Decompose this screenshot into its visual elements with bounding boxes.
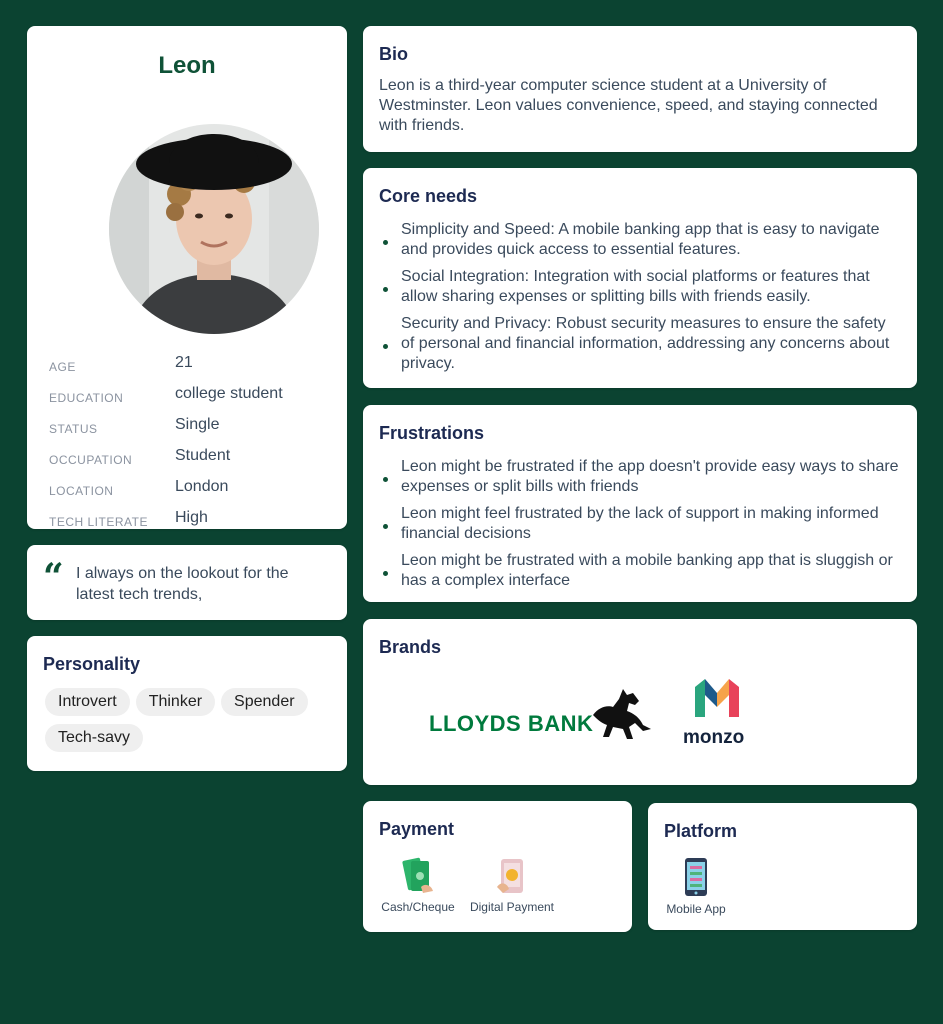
bio-title: Bio xyxy=(379,44,408,64)
bio-text: Leon is a third-year computer science student at a University of Westminster. Leon values convenience, speed, and staying connected with friends. xyxy=(379,77,878,134)
personality-tags xyxy=(45,688,340,760)
attr-row-tech-literate xyxy=(49,509,337,533)
list-item: Social Integration: Integration with social platforms or features that allow sharing expenses or splitting bills with friends easily. xyxy=(379,267,899,307)
cash-icon xyxy=(401,857,435,895)
lloyds-bank-wordmark: LLOYDS BANK xyxy=(429,711,594,736)
attr-value: High xyxy=(175,509,208,526)
persona-name: Leon xyxy=(158,52,216,79)
attr-label: TECH LITERATE xyxy=(49,515,148,529)
attr-row-age xyxy=(49,354,337,378)
monzo-m-logo-icon xyxy=(693,677,741,721)
frustrations-title: Frustrations xyxy=(379,423,485,443)
attr-label: EDUCATION xyxy=(49,391,124,405)
core-needs-title: Core needs xyxy=(379,186,478,206)
personality-tag: Introvert xyxy=(45,688,130,716)
attr-row-occupation xyxy=(49,447,337,471)
list-item: Leon might be frustrated if the app doesn't provide easy ways to share expenses or split bills with friends xyxy=(379,457,899,497)
brands-card xyxy=(363,619,917,785)
frustrations-list xyxy=(379,457,899,598)
personality-title: Personality xyxy=(43,654,141,674)
personality-tag: Spender xyxy=(221,688,308,716)
attr-row-location xyxy=(49,478,337,502)
list-item: Leon might be frustrated with a mobile banking app that is sluggish or has a complex interface xyxy=(379,551,899,591)
platform-item-mobile xyxy=(664,857,728,916)
attr-value: London xyxy=(175,478,229,495)
platform-card xyxy=(648,803,917,930)
attr-value: Single xyxy=(175,416,220,433)
phone-coin-icon xyxy=(495,857,529,895)
avatar xyxy=(109,124,319,334)
core-needs-list xyxy=(379,220,899,381)
list-item: Security and Privacy: Robust security measures to ensure the safety of personal and financial information, addressing any concerns about privacy. xyxy=(379,314,899,374)
platform-item-label: Mobile App xyxy=(666,902,726,916)
payment-item-cash xyxy=(379,857,457,914)
platform-title: Platform xyxy=(664,821,738,841)
personality-tag: Thinker xyxy=(136,688,215,716)
attr-row-education xyxy=(49,385,337,409)
quote-mark-icon: “ xyxy=(43,556,64,598)
attr-label: AGE xyxy=(49,360,76,374)
attr-label: STATUS xyxy=(49,422,98,436)
attr-row-status xyxy=(49,416,337,440)
core-needs-card xyxy=(363,168,917,388)
profile-card xyxy=(27,26,347,529)
black-horse-logo-icon xyxy=(589,685,653,741)
payment-item-label: Cash/Cheque xyxy=(381,900,455,914)
attr-label: OCCUPATION xyxy=(49,453,133,467)
payment-title: Payment xyxy=(379,819,455,839)
payment-item-digital xyxy=(465,857,559,914)
smartphone-icon xyxy=(683,857,709,897)
list-item: Leon might feel frustrated by the lack of support in making informed financial decisions xyxy=(379,504,899,544)
personality-card xyxy=(27,636,347,771)
personality-tag: Tech-savy xyxy=(45,724,143,752)
quote-card xyxy=(27,545,347,620)
monzo-logo xyxy=(685,677,755,747)
payment-item-label: Digital Payment xyxy=(469,900,555,914)
payment-card xyxy=(363,801,632,932)
bio-card xyxy=(363,26,917,152)
attr-label: LOCATION xyxy=(49,484,114,498)
monzo-wordmark: monzo xyxy=(683,727,745,748)
brands-title: Brands xyxy=(379,637,442,657)
list-item: Simplicity and Speed: A mobile banking app that is easy to navigate and provides quick access to essential features. xyxy=(379,220,899,260)
frustrations-card xyxy=(363,405,917,602)
attr-value: 21 xyxy=(175,354,193,371)
attr-value: Student xyxy=(175,447,231,464)
lloyds-bank-logo xyxy=(429,681,655,741)
quote-text: I always on the lookout for the latest tech trends, xyxy=(76,565,289,603)
attr-value: college student xyxy=(175,385,283,402)
